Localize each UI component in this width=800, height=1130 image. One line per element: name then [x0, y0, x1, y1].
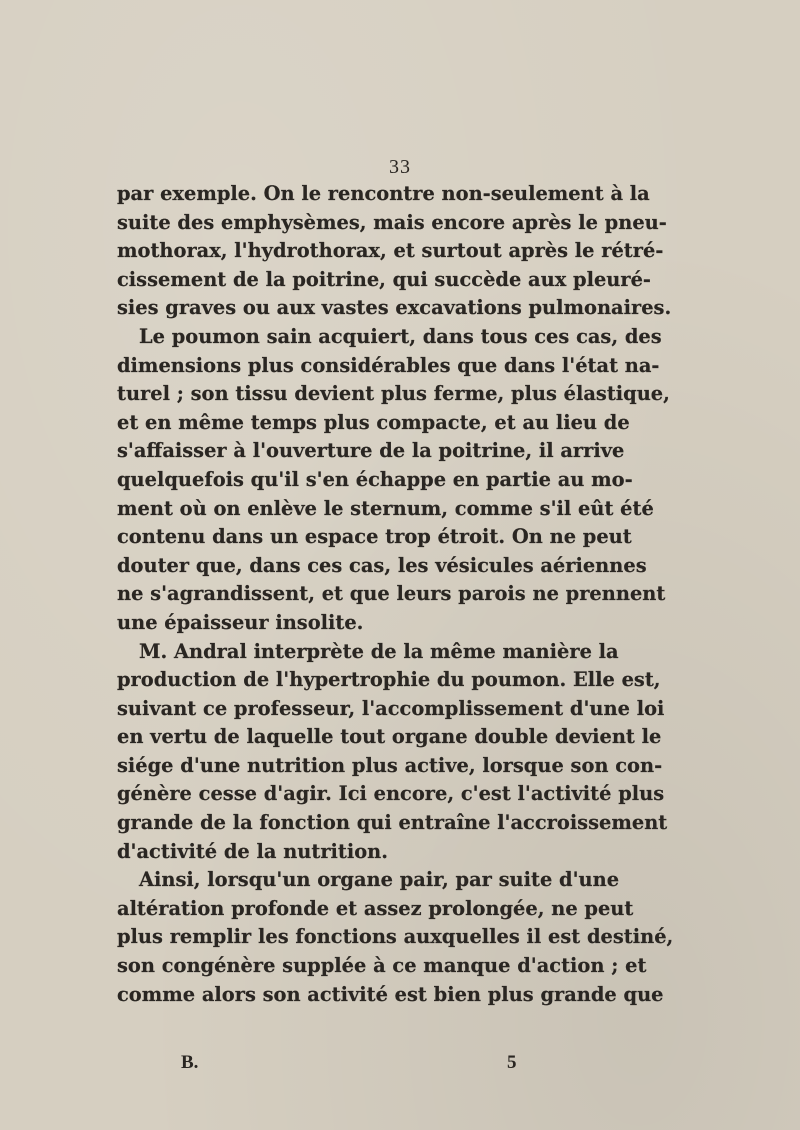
text-line: par exemple. On le rencontre non-seulement à la: [117, 182, 650, 205]
paragraph-2: [117, 323, 670, 638]
text-line: plus remplir les fonctions auxquelles il est destiné,: [117, 925, 674, 949]
text-line: comme alors son activité est bien plus grande que: [117, 982, 664, 1006]
text-line: suivant ce professeur, l'accomplissement d'une loi: [117, 696, 665, 720]
page-number: 33: [389, 156, 411, 178]
sheet-number: 5: [507, 1052, 517, 1073]
text-line: suite des emphysèmes, mais encore après le pneu-: [117, 210, 667, 234]
paragraph-1: [117, 180, 672, 323]
paragraph-3: [117, 638, 668, 867]
text-line: cissement de la poitrine, qui succède aux pleuré-: [117, 267, 651, 291]
text-line: dimensions plus considérables que dans l'état na-: [117, 353, 660, 377]
text-line: d'activité de la nutrition.: [117, 839, 389, 863]
text-line: ment où on enlève le sternum, comme s'il eût été: [117, 496, 654, 520]
text-line: et en même temps plus compacte, et au lieu de: [117, 410, 630, 434]
text-line: grande de la fonction qui entraîne l'accroissement: [117, 811, 668, 835]
text-line: turel ; son tissu devient plus ferme, plus élastique,: [117, 382, 670, 406]
text-line: sies graves ou aux vastes excavations pulmonaires.: [117, 296, 672, 320]
text-line: Le poumon sain acquiert, dans tous ces cas, des: [139, 324, 662, 348]
text-line: Ainsi, lorsqu'un organe pair, par suite d'une: [139, 868, 620, 892]
text-line: quelquefois qu'il s'en échappe en partie au mo-: [117, 467, 633, 491]
text-line: siége d'une nutrition plus active, lorsque son con-: [117, 753, 663, 777]
text-line: génère cesse d'agir. Ici encore, c'est l'activité plus: [117, 782, 665, 806]
text-line: altération profonde et assez prolongée, ne peut: [117, 896, 634, 920]
text-line: une épaisseur insolite.: [117, 610, 364, 634]
paragraph-4: [117, 866, 674, 1009]
text-line: en vertu de laquelle tout organe double devient le: [117, 725, 662, 749]
text-line: mothorax, l'hydrothorax, et surtout après le rétré-: [117, 239, 664, 263]
text-line: s'affaisser à l'ouverture de la poitrine, il arrive: [117, 439, 625, 463]
text-line: douter que, dans ces cas, les vésicules aériennes: [117, 553, 647, 577]
text-line: contenu dans un espace trop étroit. On ne peut: [117, 525, 632, 549]
text-line: M. Andral interprète de la même manière la: [139, 639, 619, 663]
text-line: son congénère supplée à ce manque d'action ; et: [117, 954, 647, 978]
text-line: production de l'hypertrophie du poumon. Elle est,: [117, 668, 661, 692]
signature-mark: B.: [181, 1052, 199, 1073]
body-text: [117, 180, 674, 1009]
text-line: ne s'agrandissent, et que leurs parois ne prennent: [117, 582, 666, 606]
